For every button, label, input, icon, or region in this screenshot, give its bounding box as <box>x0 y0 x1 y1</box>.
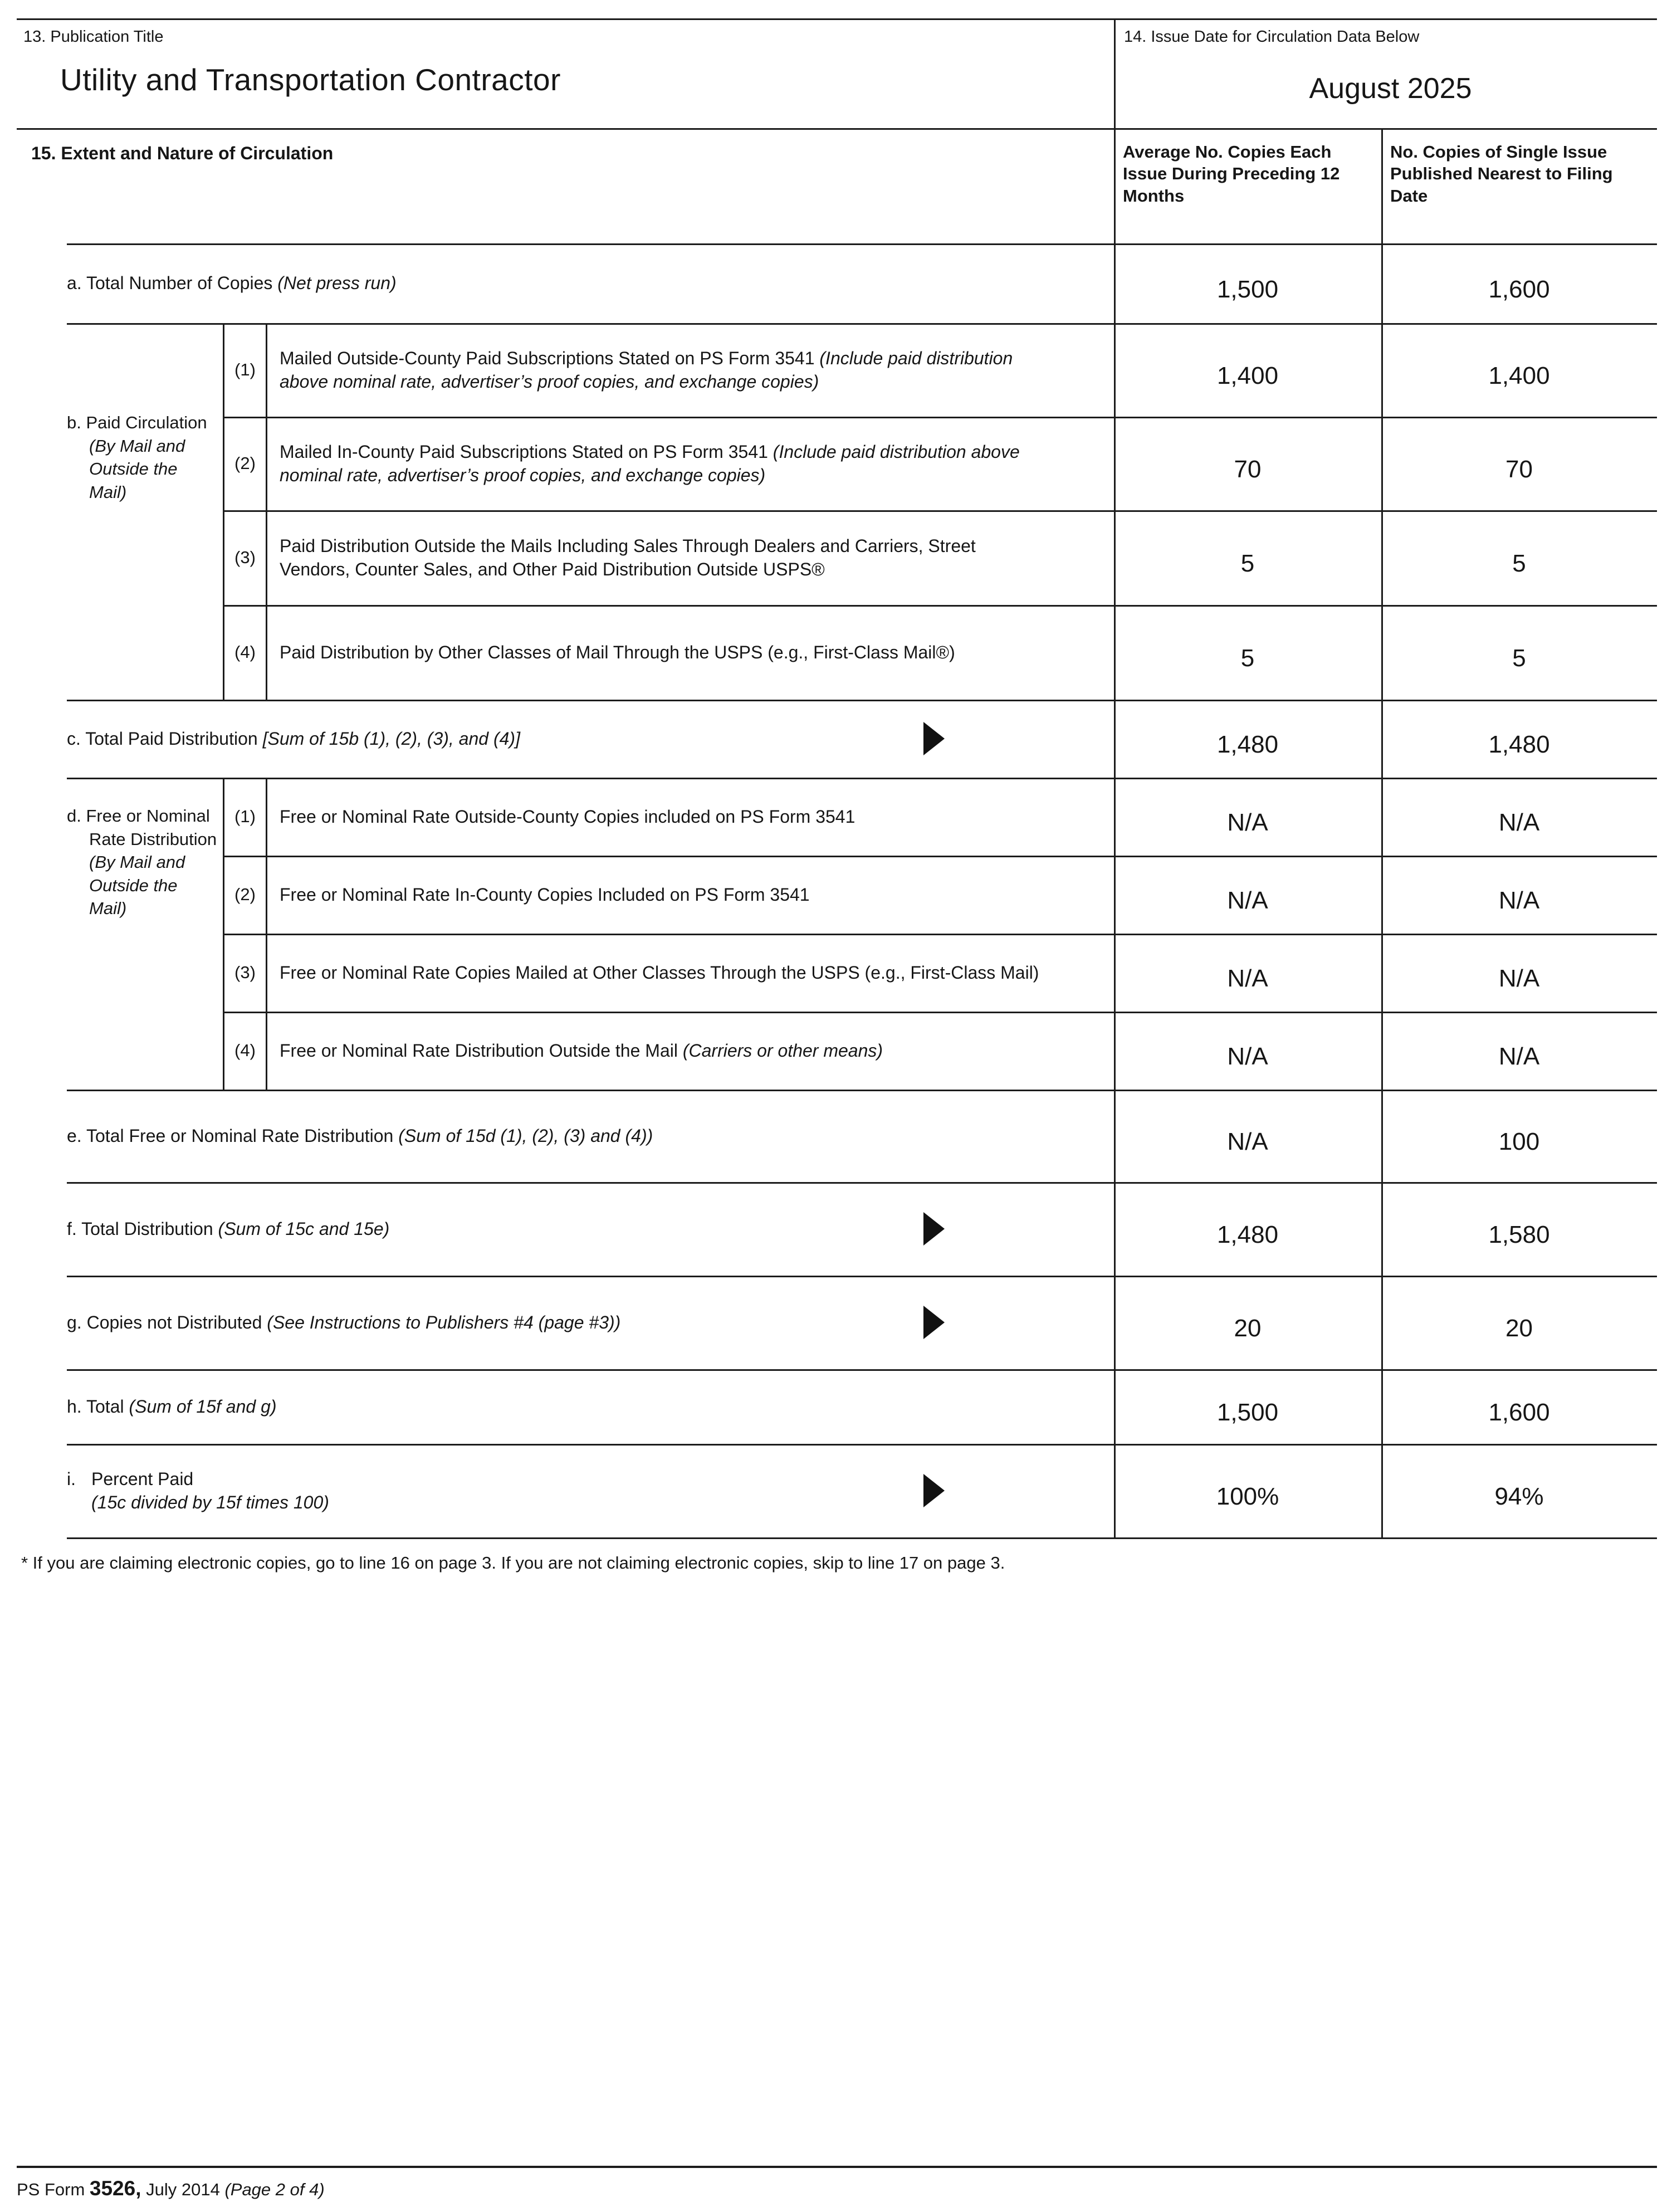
row-15d2-text: Free or Nominal Rate In-County Copies Included on PS Form 3541 <box>280 884 810 905</box>
row-15f-text: f. Total Distribution <box>67 1218 218 1239</box>
subrow-separator <box>223 1012 1657 1013</box>
row-15b-label-text: b. Paid Circulation <box>67 413 207 432</box>
col-header-average-copies: Average No. Copies Each Issue During Preceding 12 Months <box>1123 142 1340 206</box>
cell-15d4-avg: N/A <box>1227 1043 1268 1070</box>
subrow-separator <box>223 934 1657 935</box>
cell-15c-single: 1,480 <box>1488 731 1550 758</box>
row-15b1 <box>223 323 1657 417</box>
footer-ps-form: PS Form <box>17 2180 90 2199</box>
row-15i-line1: Percent Paid <box>91 1468 194 1489</box>
row-15b2-number: (2) <box>223 417 267 510</box>
header-band <box>17 18 1657 130</box>
row-15b4-description <box>267 605 1114 700</box>
row-15h-description <box>17 1369 1114 1444</box>
row-15b2 <box>223 417 1657 510</box>
row-15b2-italic: (Include paid distribution above nominal rate, advertiser’s proof copies, and exchange copies) <box>280 441 1020 485</box>
row-15a-description <box>17 243 1114 323</box>
row-15d-group-label <box>17 778 223 1090</box>
row-15d2-number: (2) <box>223 856 267 934</box>
sum-arrow-icon <box>923 1474 945 1507</box>
row-15d4-text: Free or Nominal Rate Distribution Outside the Mail <box>280 1040 683 1061</box>
row-15d3-number: (3) <box>223 934 267 1012</box>
row-15b1-italic: (Include paid distribution above nominal rate, advertiser’s proof copies, and exchange copies) <box>280 348 1013 392</box>
cell-15f-avg: 1,480 <box>1216 1221 1279 1248</box>
row-15g-italic: (See Instructions to Publishers #4 (page #3)) <box>267 1312 621 1332</box>
row-15d4-italic: (Carriers or other means) <box>682 1040 883 1061</box>
row-15b-group-label <box>17 323 223 700</box>
row-15d3-text: Free or Nominal Rate Copies Mailed at Other Classes Through the USPS (e.g., First-Class Mail) <box>280 962 1039 983</box>
row-15b1-text: Mailed Outside-County Paid Subscriptions Stated on PS Form 3541 <box>280 348 820 368</box>
row-15b4-text: Paid Distribution by Other Classes of Mail Through the USPS (e.g., First-Class Mail®) <box>280 642 955 662</box>
cell-15b4-avg: 5 <box>1240 644 1255 672</box>
row-15f <box>17 1182 1657 1276</box>
cell-15b2-single: 70 <box>1505 456 1533 483</box>
issue-date-value: August 2025 <box>1309 72 1472 105</box>
row-15a-italic: (Net press run) <box>277 273 397 294</box>
row-15g-description <box>17 1276 1114 1369</box>
subrow-separator <box>223 417 1657 418</box>
cell-15d2-avg: N/A <box>1227 887 1268 914</box>
row-15a-text: a. Total Number of Copies <box>67 273 278 294</box>
publication-title-value: Utility and Transportation Contractor <box>60 62 561 97</box>
cell-15b2-avg: 70 <box>1234 456 1262 483</box>
row-15e <box>17 1090 1657 1182</box>
row-15d4-number: (4) <box>223 1012 267 1090</box>
row-15d3 <box>223 934 1657 1012</box>
row-15i <box>17 1444 1657 1537</box>
row-15i-line2: (15c divided by 15f times 100) <box>91 1492 329 1512</box>
footer-form-number: 3526, <box>89 2177 141 2200</box>
row-15h-text: h. Total <box>67 1396 129 1417</box>
cell-15e-single: 100 <box>1498 1128 1540 1155</box>
row-15b3-text: Paid Distribution Outside the Mails Including Sales Through Dealers and Carriers, Street Vendors, Counter Sales, and Other Paid Distribution Outside USPS® <box>280 535 976 579</box>
cell-15d3-avg: N/A <box>1227 965 1268 992</box>
subrow-separator <box>223 856 1657 857</box>
cell-15g-avg: 20 <box>1234 1315 1262 1342</box>
row-15b1-number: (1) <box>223 323 267 417</box>
row-15b4-number: (4) <box>223 605 267 700</box>
cell-15a-single: 1,600 <box>1488 275 1550 303</box>
cell-15h-single: 1,600 <box>1488 1399 1550 1426</box>
row-15d2 <box>223 856 1657 934</box>
cell-15c-avg: 1,480 <box>1216 731 1279 758</box>
row-15i-description <box>17 1444 1114 1537</box>
cell-15b4-single: 5 <box>1512 644 1526 672</box>
sum-arrow-icon <box>923 1212 945 1246</box>
cell-15h-avg: 1,500 <box>1216 1399 1279 1426</box>
row-15d1-text: Free or Nominal Rate Outside-County Copies included on PS Form 3541 <box>280 806 855 827</box>
electronic-copies-footnote: * If you are claiming electronic copies, go to line 16 on page 3. If you are not claiming electronic copies, skip to line 17 on page 3. <box>21 1553 1005 1573</box>
row-15b3-number: (3) <box>223 510 267 605</box>
issue-date-label: 14. Issue Date for Circulation Data Below <box>1124 28 1420 46</box>
cell-15d1-avg: N/A <box>1227 809 1268 836</box>
row-15a <box>17 243 1657 323</box>
subrow-separator <box>223 605 1657 607</box>
row-15i-prefix: i. <box>67 1468 76 1489</box>
row-15c-text: c. Total Paid Distribution <box>67 728 263 749</box>
cell-15b1-single: 1,400 <box>1488 362 1550 389</box>
circulation-header-band <box>17 130 1657 243</box>
row-15b-subrows <box>223 323 1657 700</box>
row-15h <box>17 1369 1657 1444</box>
cell-15b1-avg: 1,400 <box>1216 362 1279 389</box>
row-15d-group <box>17 778 1657 1090</box>
row-15d2-description <box>267 856 1114 934</box>
publication-title-label: 13. Publication Title <box>23 28 164 46</box>
cell-15d2-single: N/A <box>1498 887 1540 914</box>
footer-page-number: (Page 2 of 4) <box>224 2180 325 2199</box>
row-15b3-description <box>267 510 1114 605</box>
row-15g <box>17 1276 1657 1369</box>
form-body <box>17 18 1657 1573</box>
row-15d1-description <box>267 778 1114 856</box>
row-15c <box>17 700 1657 778</box>
row-15g-text: g. Copies not Distributed <box>67 1312 267 1332</box>
row-15d-label-text: d. Free or Nominal Rate Distribution <box>67 806 217 849</box>
row-15d-label-italic: (By Mail and Outside the Mail) <box>89 852 185 919</box>
row-15d3-description <box>267 934 1114 1012</box>
sum-arrow-icon <box>923 1306 945 1339</box>
row-15e-italic: (Sum of 15d (1), (2), (3) and (4)) <box>398 1125 653 1146</box>
cell-15b3-single: 5 <box>1512 550 1526 577</box>
publication-title-box <box>17 20 1114 128</box>
row-15b-group <box>17 323 1657 700</box>
row-15d4-description <box>267 1012 1114 1090</box>
form-footer <box>17 2166 1657 2200</box>
cell-15b3-avg: 5 <box>1240 550 1255 577</box>
row-15c-italic: [Sum of 15b (1), (2), (3), and (4)] <box>262 728 520 749</box>
cell-15d3-single: N/A <box>1498 965 1540 992</box>
row-15d1 <box>223 778 1657 856</box>
row-separator <box>67 1537 1657 1539</box>
cell-15a-avg: 1,500 <box>1216 275 1279 303</box>
cell-15d1-single: N/A <box>1498 809 1540 836</box>
cell-15f-single: 1,580 <box>1488 1221 1550 1248</box>
cell-15d4-single: N/A <box>1498 1043 1540 1070</box>
cell-15g-single: 20 <box>1505 1315 1533 1342</box>
row-15f-italic: (Sum of 15c and 15e) <box>218 1218 390 1239</box>
row-15b2-description <box>267 417 1114 510</box>
row-15b1-description <box>267 323 1114 417</box>
row-15h-italic: (Sum of 15f and g) <box>129 1396 277 1417</box>
row-15f-description <box>17 1182 1114 1276</box>
cell-15i-single: 94% <box>1494 1483 1544 1510</box>
row-15b-label-italic: (By Mail and Outside the Mail) <box>89 436 185 502</box>
col-header-single-issue: No. Copies of Single Issue Published Nearest to Filing Date <box>1390 142 1613 206</box>
row-15b4 <box>223 605 1657 700</box>
row-15b3 <box>223 510 1657 605</box>
row-15d4 <box>223 1012 1657 1090</box>
sum-arrow-icon <box>923 722 945 755</box>
row-15d-subrows <box>223 778 1657 1090</box>
row-15b2-text: Mailed In-County Paid Subscriptions Stated on PS Form 3541 <box>280 441 773 462</box>
issue-date-box <box>1114 20 1657 128</box>
row-15d1-number: (1) <box>223 778 267 856</box>
row-15e-text: e. Total Free or Nominal Rate Distribution <box>67 1125 399 1146</box>
row-15e-description <box>17 1090 1114 1182</box>
row-15c-description <box>17 700 1114 778</box>
cell-15i-avg: 100% <box>1216 1483 1279 1510</box>
cell-15e-avg: N/A <box>1227 1128 1268 1155</box>
subrow-separator <box>223 510 1657 512</box>
section15-label: 15. Extent and Nature of Circulation <box>31 143 334 163</box>
footer-date: July 2014 <box>141 2180 225 2199</box>
